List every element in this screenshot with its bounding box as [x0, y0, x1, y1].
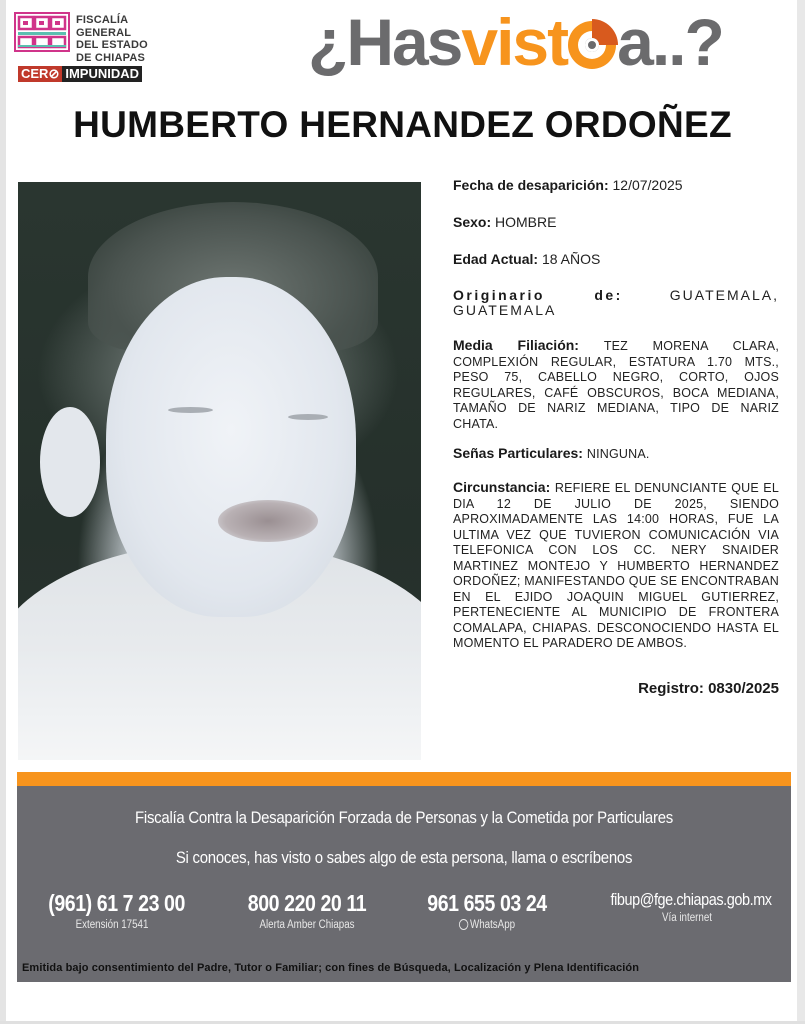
orange-divider — [17, 772, 791, 786]
cero-impunidad-badge — [18, 66, 142, 82]
field-media-filiacion: Media Filiación: TEZ MORENA CLARA, COMPLEXIÓN REGULAR, ESTATURA 1.70 MTS., PESO 75, CABELLO NEGRO, CORTO, OJOS REGULARES, CAFÉ OBSCUROS, BOCA MEDIANA, TAMAÑO DE NARIZ MEDIANA, TIPO DE NARIZ CHATA. — [453, 337, 779, 431]
contact-whatsapp[interactable]: 961 655 03 24 WhatsApp — [427, 890, 547, 931]
call-to-action: Si conoces, has visto o sabes algo de esta persona, llama o escríbenos — [175, 848, 633, 867]
fiscalia-glyph-icon — [14, 12, 70, 52]
has-visto-a-logo: ¿Hasvist a..? — [308, 5, 723, 79]
page-edge-left — [0, 0, 6, 1024]
contact-email[interactable]: fibup@fge.chiapas.gob.mx Vía internet — [610, 890, 772, 924]
person-photo — [18, 182, 421, 760]
field-senas: Señas Particulares: NINGUNA. — [453, 445, 650, 461]
field-originario: Originario de: GUATEMALA, GUATEMALA — [453, 287, 779, 318]
field-circunstancia: Circunstancia: REFIERE EL DENUNCIANTE QUE EL DIA 12 DE JULIO DE 2025, SIENDO APROXIMADAMENTE LAS 14:00 HORAS, FUE LA ULTIMA VEZ QUE TUVIERON COMUNICACIÓN VIA TELEFONICA CON LOS CC. NERY SNAIDER MARTINEZ MONTEJO Y HUMBERTO HERNANDEZ ORDOÑEZ; MANIFESTANDO QUE SE ENCONTRABAN EN EL EJIDO JOAQUIN MIGUEL GUTIERREZ, PERTENECIENTE AL MUNICIPIO DE FRONTERA COMALAPA, CHIAPAS. DESCONOCIENDO HASTA EL MOMENTO EL PARADERO DE AMBOS. — [453, 479, 779, 650]
fiscalia-logo — [14, 12, 184, 84]
field-sexo: Sexo: HOMBRE — [453, 214, 557, 230]
field-fecha: Fecha de desaparición: 12/07/2025 — [453, 177, 683, 193]
person-name: HUMBERTO HERNANDEZ ORDOÑEZ — [73, 104, 732, 145]
eye-icon — [568, 21, 616, 69]
whatsapp-icon — [459, 919, 468, 930]
page-edge-right — [797, 0, 805, 1024]
contact-panel — [17, 786, 791, 982]
fiscalia-unit-title: Fiscalía Contra la Desaparición Forzada de Personas y la Cometida por Particulares — [135, 808, 673, 827]
contact-phone-main[interactable]: (961) 61 7 23 00 Extensión 17541 — [48, 890, 185, 931]
field-edad: Edad Actual: 18 AÑOS — [453, 251, 601, 267]
cero-label: CER⊘ — [18, 66, 62, 82]
contact-phone-amber[interactable]: 800 220 20 11 Alerta Amber Chiapas — [247, 890, 367, 931]
fiscalia-name: FISCALÍA GENERAL DEL ESTADO DE CHIAPAS — [76, 14, 148, 64]
consent-disclaimer: Emitida bajo consentimiento del Padre, Tutor o Familiar; con fines de Búsqueda, Localización y Plena Identificación — [22, 962, 640, 974]
impunidad-label: IMPUNIDAD — [62, 66, 142, 82]
registro-number: Registro: 0830/2025 — [638, 680, 779, 697]
